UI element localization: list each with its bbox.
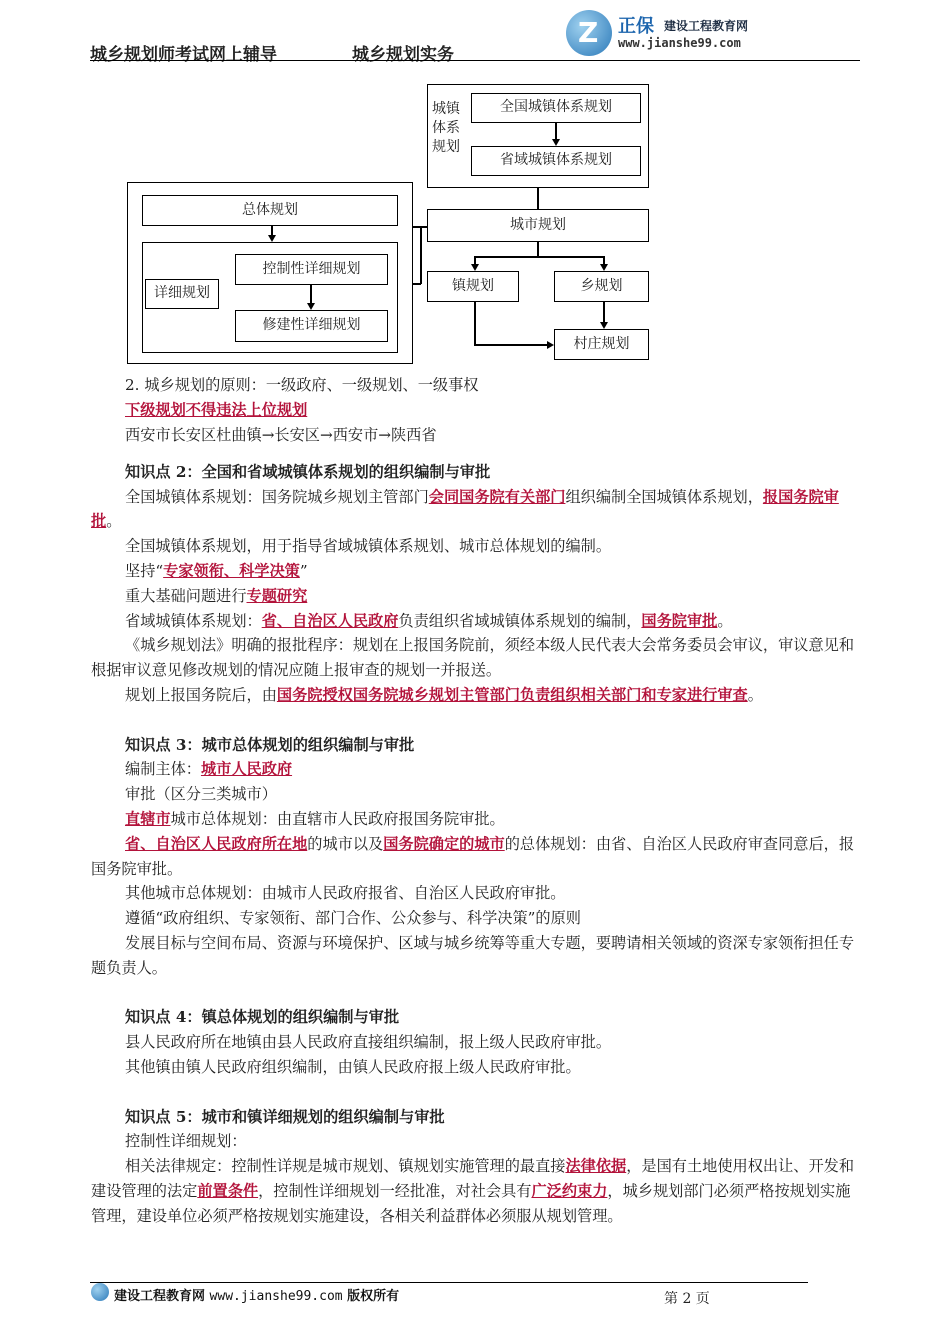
arrow-down-icon <box>307 303 315 310</box>
paragraph: 全国城镇体系规划：国务院城乡规划主管部门会同国务院有关部门组织编制全国城镇体系规划，报国务院审批。 <box>91 487 839 531</box>
connector <box>474 302 476 345</box>
footer-rights: 版权所有 <box>347 1289 400 1304</box>
village-plan-box: 村庄规划 <box>554 329 649 360</box>
master-plan-box: 总体规划 <box>142 195 398 226</box>
kp2-title: 知识点 2：全国和省域城镇体系规划的组织编制与审批 <box>125 462 491 481</box>
arrow-down-icon <box>471 264 479 271</box>
logo-url: www.jianshe99.com <box>618 36 741 50</box>
paragraph: 省、自治区人民政府所在地的城市以及国务院确定的城市的总体规划：由省、自治区人民政府审查同意后，报国务院审批。 <box>91 834 854 878</box>
highlight: 直辖市 <box>125 809 171 828</box>
connector <box>310 285 312 303</box>
township-plan-box: 乡规划 <box>554 271 649 302</box>
footer-logo-icon <box>91 1283 109 1301</box>
paragraph: 县人民政府所在地镇由县人民政府直接组织编制，报上级人民政府审批。 <box>125 1033 611 1052</box>
arrow-right-icon <box>547 341 554 349</box>
paragraph: 全国城镇体系规划，用于指导省域城镇体系规划、城市总体规划的编制。 <box>125 537 611 556</box>
connector <box>413 283 421 285</box>
connector <box>474 344 547 346</box>
kp3-title: 知识点 3：城市总体规划的组织编制与审批 <box>125 735 415 754</box>
logo-brand: 正保 <box>618 16 654 37</box>
brand-logo[interactable] <box>566 10 866 56</box>
footer-brand-name: 建设工程教育网 <box>114 1289 206 1304</box>
highlight: 省、自治区人民政府所在地 <box>125 834 308 853</box>
logo-subtitle: 建设工程教育网 <box>664 19 749 33</box>
paragraph: 其他镇由镇人民政府组织编制，由镇人民政府报上级人民政府审批。 <box>125 1057 581 1076</box>
paragraph: 直辖市城市总体规划：由直辖市人民政府报国务院审批。 <box>125 809 505 828</box>
page-number: 第 2 页 <box>664 1291 710 1307</box>
paragraph: 相关法律规定：控制性详规是城市规划、镇规划实施管理的最直接法律依据，是国有土地使用权出让、开发和建设管理的法定前置条件，控制性详细规划一经批准，对社会具有广泛约束力，城乡规划部门必须严格按规划实施管理，建设单位必须严格按规划实施建设，各相关利益群体必须服从规划管理。 <box>91 1157 854 1225</box>
system-planning-label: 城镇体系规划 <box>432 101 460 155</box>
regulatory-detailed-plan-box: 控制性详细规划 <box>235 254 388 285</box>
highlight: 专家领衔、科学决策 <box>163 561 300 580</box>
connector <box>603 302 605 322</box>
connector <box>271 226 273 235</box>
example-text: 西安市长安区杜曲镇→长安区→西安市→陕西省 <box>125 425 437 444</box>
paragraph: 坚持“专家领衔、科学决策” <box>125 561 308 580</box>
highlight: 报国务院审批 <box>91 487 839 531</box>
footer-url[interactable]: www.jianshe99.com <box>209 1289 343 1304</box>
highlight: 专题研究 <box>246 586 308 605</box>
connector <box>474 256 604 258</box>
arrow-down-icon <box>268 235 276 242</box>
connector <box>537 188 539 209</box>
highlight: 广泛约束力 <box>531 1181 608 1200</box>
highlight: 省、自治区人民政府 <box>261 611 399 630</box>
header-subject: 城乡规划实务 <box>352 45 454 65</box>
arrow-down-icon <box>552 139 560 146</box>
paragraph: 遵循“政府组织、专家领衔、部门合作、公众参与、科学决策”的原则 <box>125 909 581 928</box>
kp5-title: 知识点 5：城市和镇详细规划的组织编制与审批 <box>125 1107 445 1126</box>
document-body <box>91 373 861 1228</box>
highlight: 会同国务院有关部门 <box>428 487 566 506</box>
constructive-detailed-plan-box: 修建性详细规划 <box>235 310 388 342</box>
national-system-plan-box: 全国城镇体系规划 <box>471 93 641 123</box>
paragraph: 重大基础问题进行专题研究 <box>125 586 308 605</box>
rule-text <box>91 398 861 423</box>
connector <box>603 256 605 264</box>
highlight: 前置条件 <box>197 1181 259 1200</box>
paragraph: 其他城市总体规划：由城市人民政府报省、自治区人民政府审批。 <box>125 884 566 903</box>
highlight: 法律依据 <box>565 1157 627 1176</box>
paragraph: 《城乡规划法》明确的报批程序：规划在上报国务院前，须经本级人民代表大会常务委员会审议，审议意见和根据审议意见修改规划的情况应随上报审查的规划一并报送。 <box>91 636 854 680</box>
principle-text: 2. 城乡规划的原则：一级政府、一级规划、一级事权 <box>125 376 479 394</box>
header-divider <box>90 60 860 61</box>
highlight: 下级规划不得违法上位规划 <box>125 400 308 419</box>
header-doc-title: 城乡规划师考试网上辅导 <box>90 45 277 65</box>
connector <box>555 123 557 139</box>
paragraph: 控制性详细规划： <box>125 1132 247 1151</box>
connector <box>537 242 539 256</box>
kp4-title: 知识点 4：镇总体规划的组织编制与审批 <box>125 1008 400 1027</box>
paragraph: 省域城镇体系规划：省、自治区人民政府负责组织省域城镇体系规划的编制，国务院审批。 <box>125 611 733 630</box>
paragraph: 审批（区分三类城市） <box>125 785 277 804</box>
connector <box>420 226 422 284</box>
city-plan-box: 城市规划 <box>427 209 649 242</box>
paragraph: 发展目标与空间布局、资源与环境保护、区域与城乡统筹等重大专题，要聘请相关领域的资深专家领衔担任专题负责人。 <box>91 933 854 977</box>
highlight: 城市人民政府 <box>200 760 293 779</box>
paragraph: 规划上报国务院后，由国务院授权国务院城乡规划主管部门负责组织相关部门和专家进行审查。 <box>125 685 763 704</box>
connector <box>474 256 476 264</box>
provincial-system-plan-box: 省域城镇体系规划 <box>471 146 641 176</box>
highlight: 国务院授权国务院城乡规划主管部门负责组织相关部门和专家进行审查 <box>276 685 748 704</box>
town-plan-box: 镇规划 <box>427 271 519 302</box>
detailed-plan-label: 详细规划 <box>145 279 219 309</box>
highlight: 国务院审批 <box>641 611 718 630</box>
footer-divider <box>90 1282 808 1283</box>
footer-brand[interactable] <box>114 1285 399 1304</box>
highlight: 国务院确定的城市 <box>383 834 505 853</box>
arrow-down-icon <box>600 322 608 329</box>
arrow-down-icon <box>600 264 608 271</box>
logo-emblem-icon: Z <box>566 10 612 56</box>
paragraph: 编制主体：城市人民政府 <box>125 760 293 779</box>
